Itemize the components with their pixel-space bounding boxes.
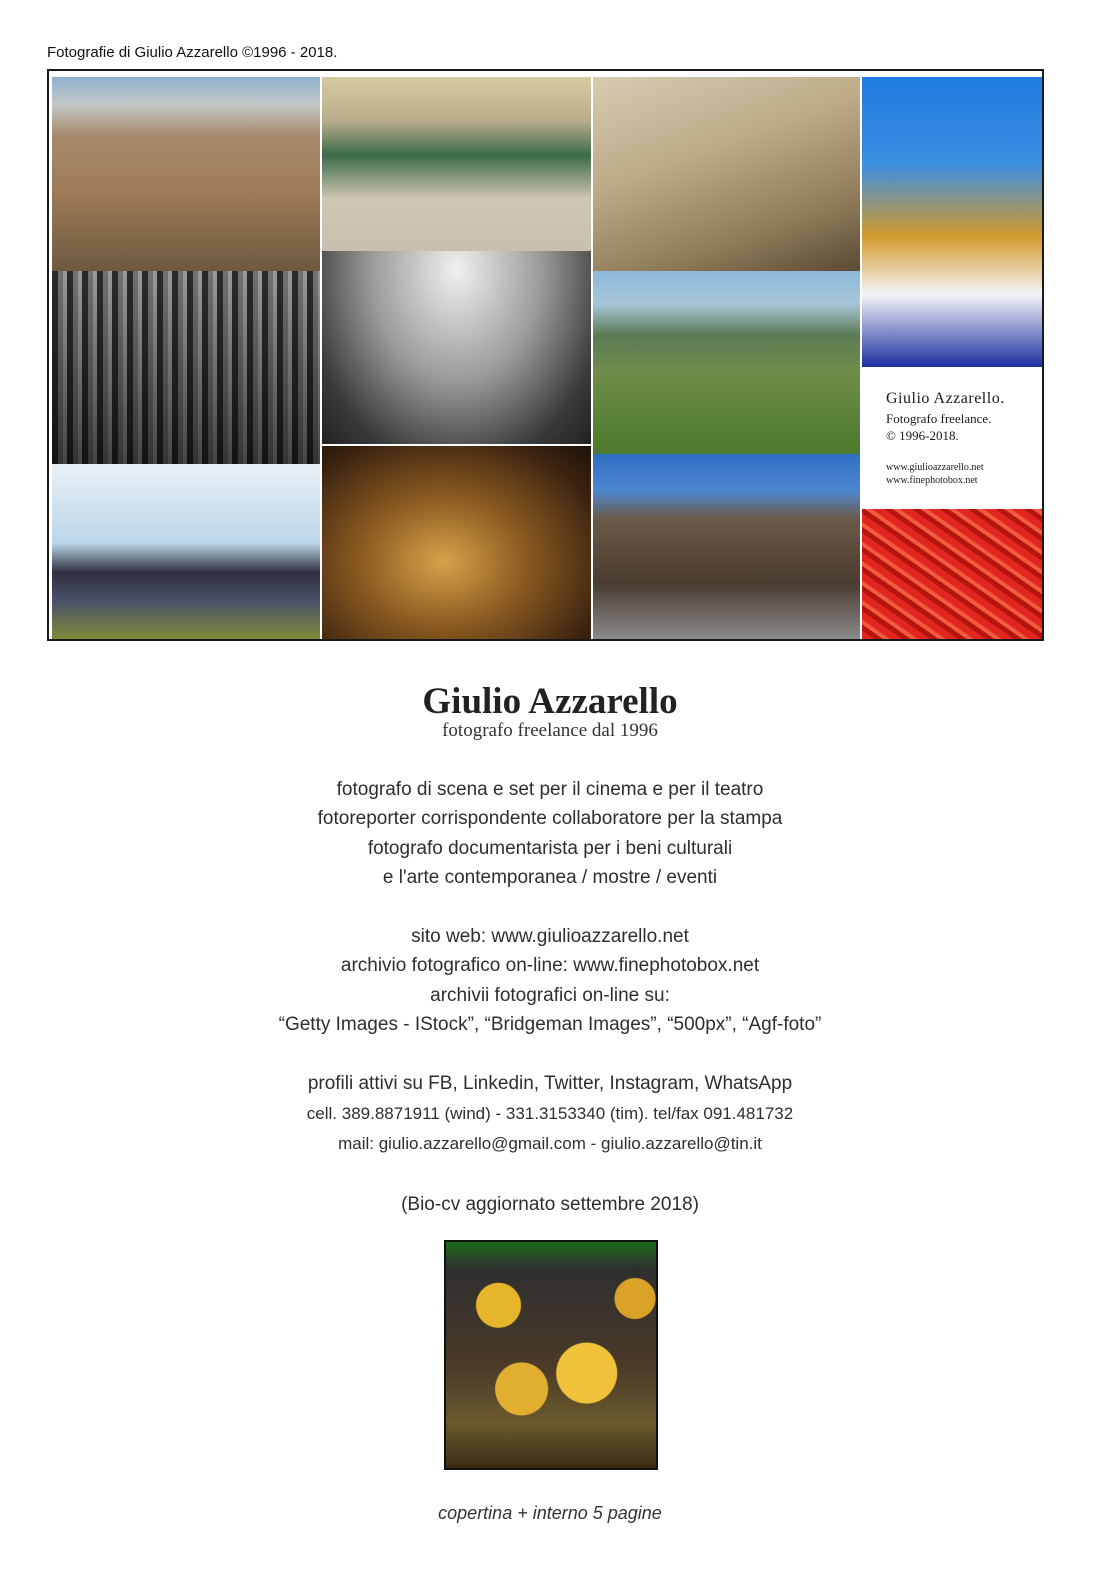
activity-line: fotografo di scena e set per il cinema e per il teatro xyxy=(336,779,764,800)
photo-red-shrimp xyxy=(862,509,1042,639)
info-card-copyright: © 1996-2018. xyxy=(886,428,959,443)
info-card xyxy=(862,367,1042,509)
cover-caption: copertina + interno 5 pagine xyxy=(438,1503,662,1523)
archive-link[interactable]: archivio fotografico on-line: www.finephotobox.net xyxy=(340,955,760,976)
info-card-website: www.giulioazzarello.net xyxy=(886,462,984,473)
info-card-name: Giulio Azzarello. xyxy=(886,390,1005,407)
photo-stone-house xyxy=(593,271,860,454)
website-link[interactable]: sito web: www.giulioazzarello.net xyxy=(411,926,689,947)
photo-town-black-white xyxy=(52,271,320,464)
activity-line: e l'arte contemporanea / mostre / eventi xyxy=(382,867,718,888)
photo-collage xyxy=(47,69,1044,641)
photo-artisan xyxy=(322,446,591,639)
photo-temple-dancers xyxy=(862,77,1042,367)
info-card-website: www.finephotobox.net xyxy=(886,475,978,486)
photo-crowd xyxy=(52,464,320,639)
phone-numbers: cell. 389.8871911 (wind) - 331.3153340 (tim). tel/fax 091.481732 xyxy=(306,1104,794,1123)
photo-boy-with-kite xyxy=(52,77,320,271)
activity-line: fotografo documentarista per i beni culturali xyxy=(367,838,733,859)
photo-roman-costumes xyxy=(322,77,591,251)
email-addresses[interactable]: mail: giulio.azzarello@gmail.com - giulio.azzarello@tin.it xyxy=(338,1134,762,1153)
info-card-role: Fotografo freelance. xyxy=(886,411,992,426)
social-profiles: profili attivi su FB, Linkedin, Twitter, Instagram, WhatsApp xyxy=(307,1073,793,1094)
archives-label: archivii fotografici on-line su: xyxy=(430,985,670,1006)
cover-image-gears xyxy=(444,1240,658,1470)
photo-crypt xyxy=(322,251,591,444)
photo-cement-mixer-dog xyxy=(593,77,860,271)
photographer-subtitle: fotografo freelance dal 1996 xyxy=(442,720,658,741)
photo-procession xyxy=(593,454,860,639)
update-note: (Bio-cv aggiornato settembre 2018) xyxy=(401,1194,699,1215)
page-caption: Fotografie di Giulio Azzarello ©1996 - 2018. xyxy=(47,44,338,61)
archives-list: “Getty Images - IStock”, “Bridgeman Images”, “500px”, “Agf-foto” xyxy=(278,1014,822,1035)
photographer-name: Giulio Azzarello xyxy=(422,681,678,722)
activity-line: fotoreporter corrispondente collaboratore per la stampa xyxy=(317,808,783,829)
